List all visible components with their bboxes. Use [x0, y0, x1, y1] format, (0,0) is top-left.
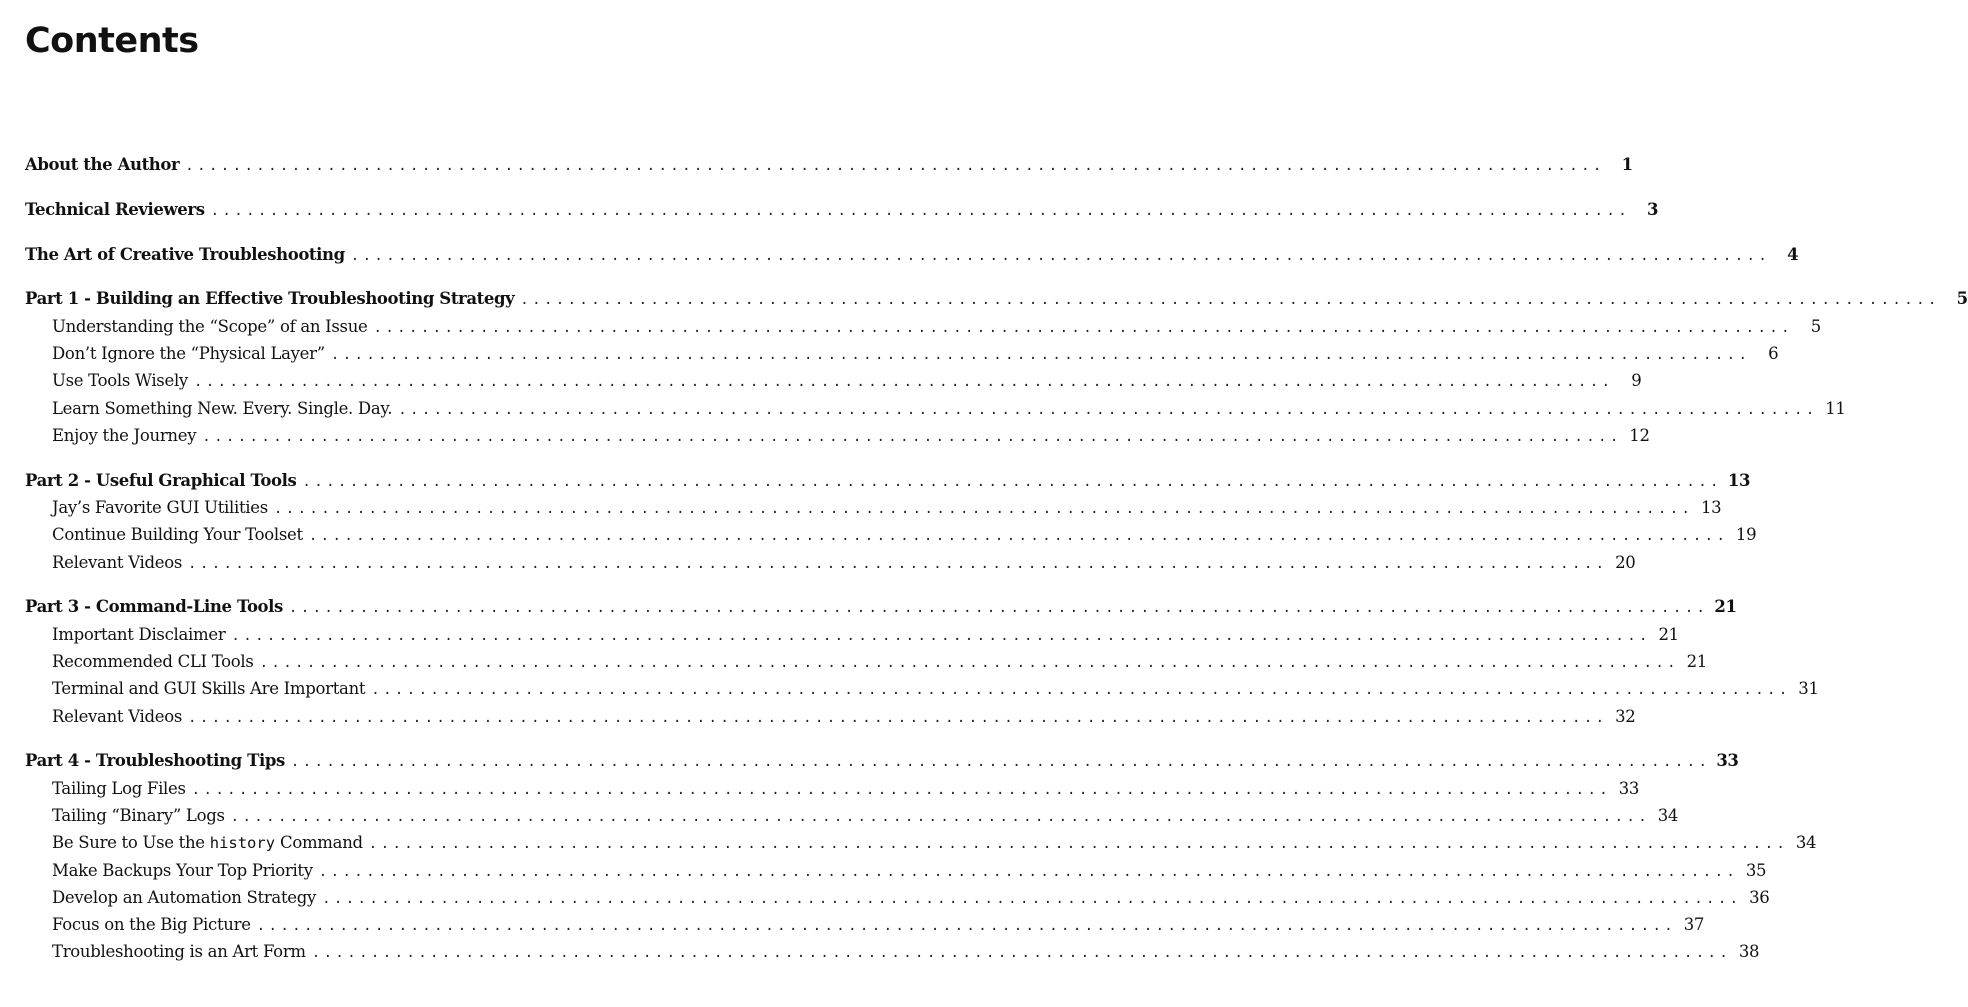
- toc-entry-part-3[interactable]: [25, 593, 1737, 620]
- toc-entry-label: [52, 829, 363, 857]
- toc-page-number: 33: [1618, 778, 1640, 798]
- toc-page-number: 5: [1956, 289, 1968, 309]
- history-command-code: history: [209, 834, 276, 853]
- toc-entry-label: Develop an Automation Strategy: [52, 887, 317, 907]
- toc-entry-automation-strategy[interactable]: [25, 884, 1770, 911]
- dot-leader: ........................................................................................................................: [373, 319, 1793, 336]
- toc-page-number: 37: [1683, 915, 1705, 935]
- toc-entry-label: Terminal and GUI Skills Are Important: [52, 679, 366, 699]
- table-of-contents: [25, 151, 1968, 966]
- dot-leader: ........................................................................................................................: [318, 863, 1739, 880]
- toc-entry-label: Enjoy the Journey: [52, 425, 197, 445]
- dot-leader: ........................................................................................................................: [231, 627, 1651, 644]
- toc-page-number: 32: [1615, 706, 1636, 726]
- toc-entry-label: Part 3 - Command-Line Tools: [25, 597, 283, 617]
- toc-page-number: 35: [1745, 860, 1767, 880]
- toc-page-number: 6: [1768, 343, 1779, 363]
- toc-entry-focus-on-big-picture[interactable]: [25, 911, 1705, 938]
- toc-entry-label: Part 4 - Troubleshooting Tips: [25, 751, 285, 771]
- dot-leader: ........................................................................................................................: [256, 918, 1677, 935]
- toc-page-number: 21: [1686, 651, 1708, 671]
- dot-leader: ........................................................................................................................: [259, 654, 1680, 671]
- toc-entry-tailing-log-files[interactable]: [25, 775, 1640, 802]
- toc-entry-label: About the Author: [25, 155, 180, 174]
- dot-leader: ........................................................................................................................: [230, 808, 1651, 825]
- toc-entry-label: Understanding the “Scope” of an Issue: [52, 316, 368, 336]
- dot-leader: ........................................................................................................................: [290, 754, 1711, 771]
- toc-entry-label: Part 2 - Useful Graphical Tools: [25, 470, 297, 490]
- toc-entry-label: Troubleshooting is an Art Form: [52, 942, 306, 962]
- toc-page-number: 34: [1657, 805, 1679, 825]
- dot-leader: ........................................................................................................................: [311, 945, 1732, 962]
- toc-entry-scope-of-an-issue[interactable]: [25, 313, 1821, 340]
- dot-leader: ........................................................................................................................: [330, 346, 1751, 363]
- dot-leader: ........................................................................................................................: [188, 555, 1608, 572]
- toc-entry-label: Use Tools Wisely: [52, 371, 188, 391]
- toc-page-number: 4: [1787, 244, 1799, 264]
- toc-entry-label: Don’t Ignore the “Physical Layer”: [52, 343, 325, 363]
- toc-entry-label: Technical Reviewers: [25, 199, 205, 219]
- toc-entry-label: Part 1 - Building an Effective Troubleshooting Strategy: [25, 289, 515, 309]
- toc-page-number: 33: [1716, 751, 1739, 771]
- dot-leader: ........................................................................................................................: [520, 292, 1940, 309]
- toc-entry-label: Relevant Videos: [52, 706, 183, 726]
- toc-page-number: 13: [1727, 470, 1751, 490]
- toc-entry-technical-reviewers[interactable]: [25, 196, 1659, 223]
- toc-entry-about-the-author[interactable]: [25, 151, 1633, 178]
- toc-entry-label: Important Disclaimer: [52, 624, 226, 644]
- toc-label-text: Be Sure to Use the: [52, 833, 210, 853]
- toc-entry-history-command[interactable]: [25, 829, 1817, 856]
- toc-page-number: 1: [1621, 155, 1633, 174]
- toc-entry-label: Focus on the Big Picture: [52, 915, 251, 935]
- toc-entry-physical-layer[interactable]: [25, 340, 1779, 367]
- toc-entry-label: Tailing Log Files: [52, 778, 186, 798]
- toc-entry-learn-something-new[interactable]: [25, 395, 1846, 422]
- toc-page-number: 19: [1735, 525, 1757, 545]
- dot-leader: ........................................................................................................................: [273, 500, 1694, 517]
- toc-entry-label: Make Backups Your Top Priority: [52, 860, 313, 880]
- toc-entry-label: The Art of Creative Troubleshooting: [25, 244, 345, 264]
- toc-entry-troubleshooting-art-form[interactable]: [25, 938, 1760, 965]
- dot-leader: ........................................................................................................................: [308, 528, 1729, 545]
- dot-leader: ........................................................................................................................: [185, 158, 1605, 174]
- toc-entry-make-backups[interactable]: [25, 857, 1767, 884]
- dot-leader: ........................................................................................................................: [322, 890, 1742, 907]
- dot-leader: ........................................................................................................................: [210, 202, 1631, 219]
- toc-entry-relevant-videos-part-3[interactable]: [25, 703, 1636, 730]
- toc-page-number: 38: [1738, 942, 1760, 962]
- dot-leader: ........................................................................................................................: [188, 709, 1608, 726]
- toc-entry-label: Recommended CLI Tools: [52, 651, 254, 671]
- toc-page-number: 36: [1749, 887, 1770, 907]
- toc-page-number: 13: [1700, 497, 1722, 517]
- toc-entry-label: Jay’s Favorite GUI Utilities: [52, 497, 268, 517]
- toc-entry-recommended-cli-tools[interactable]: [25, 648, 1708, 675]
- dot-leader: ........................................................................................................................: [302, 473, 1722, 490]
- toc-entry-label: Learn Something New. Every. Single. Day.: [52, 398, 393, 418]
- page-title: Contents: [25, 21, 199, 61]
- toc-page-number: 11: [1825, 398, 1846, 418]
- toc-entry-terminal-and-gui-skills[interactable]: [25, 675, 1819, 702]
- toc-entry-enjoy-the-journey[interactable]: [25, 422, 1650, 449]
- dot-leader: ........................................................................................................................: [368, 836, 1789, 853]
- toc-entry-label: Continue Building Your Toolset: [52, 525, 303, 545]
- toc-page-number: 20: [1615, 552, 1636, 572]
- toc-page-number: 21: [1658, 624, 1679, 644]
- dot-leader: ........................................................................................................................: [202, 428, 1622, 445]
- toc-entry-part-2[interactable]: [25, 467, 1751, 494]
- toc-entry-art-of-creative-troubleshooting[interactable]: [25, 241, 1799, 268]
- toc-entry-label: Relevant Videos: [52, 552, 183, 572]
- toc-entry-favorite-gui-utilities[interactable]: [25, 494, 1722, 521]
- dot-leader: ........................................................................................................................: [371, 682, 1791, 699]
- toc-entry-important-disclaimer[interactable]: [25, 621, 1679, 648]
- toc-page-number: 21: [1714, 597, 1737, 617]
- toc-entry-part-1[interactable]: [25, 285, 1968, 312]
- toc-page-number: 3: [1646, 199, 1659, 219]
- toc-label-text: Command: [275, 833, 363, 853]
- dot-leader: ........................................................................................................................: [288, 600, 1709, 617]
- toc-entry-continue-building-toolset[interactable]: [25, 521, 1757, 548]
- toc-entry-relevant-videos-part-2[interactable]: [25, 549, 1636, 576]
- dot-leader: ........................................................................................................................: [193, 374, 1614, 391]
- toc-entry-use-tools-wisely[interactable]: [25, 367, 1642, 394]
- dot-leader: ........................................................................................................................: [350, 247, 1771, 264]
- toc-page-number: 31: [1798, 679, 1819, 699]
- toc-entry-label: Tailing “Binary” Logs: [52, 805, 225, 825]
- toc-page-number: 5: [1810, 316, 1821, 336]
- toc-entry-part-4[interactable]: [25, 747, 1739, 774]
- toc-page-number: 12: [1629, 425, 1650, 445]
- toc-entry-tailing-binary-logs[interactable]: [25, 802, 1679, 829]
- toc-page-number: 34: [1795, 833, 1817, 853]
- dot-leader: ........................................................................................................................: [191, 781, 1612, 798]
- dot-leader: ........................................................................................................................: [398, 401, 1818, 418]
- toc-page-number: 9: [1631, 371, 1642, 391]
